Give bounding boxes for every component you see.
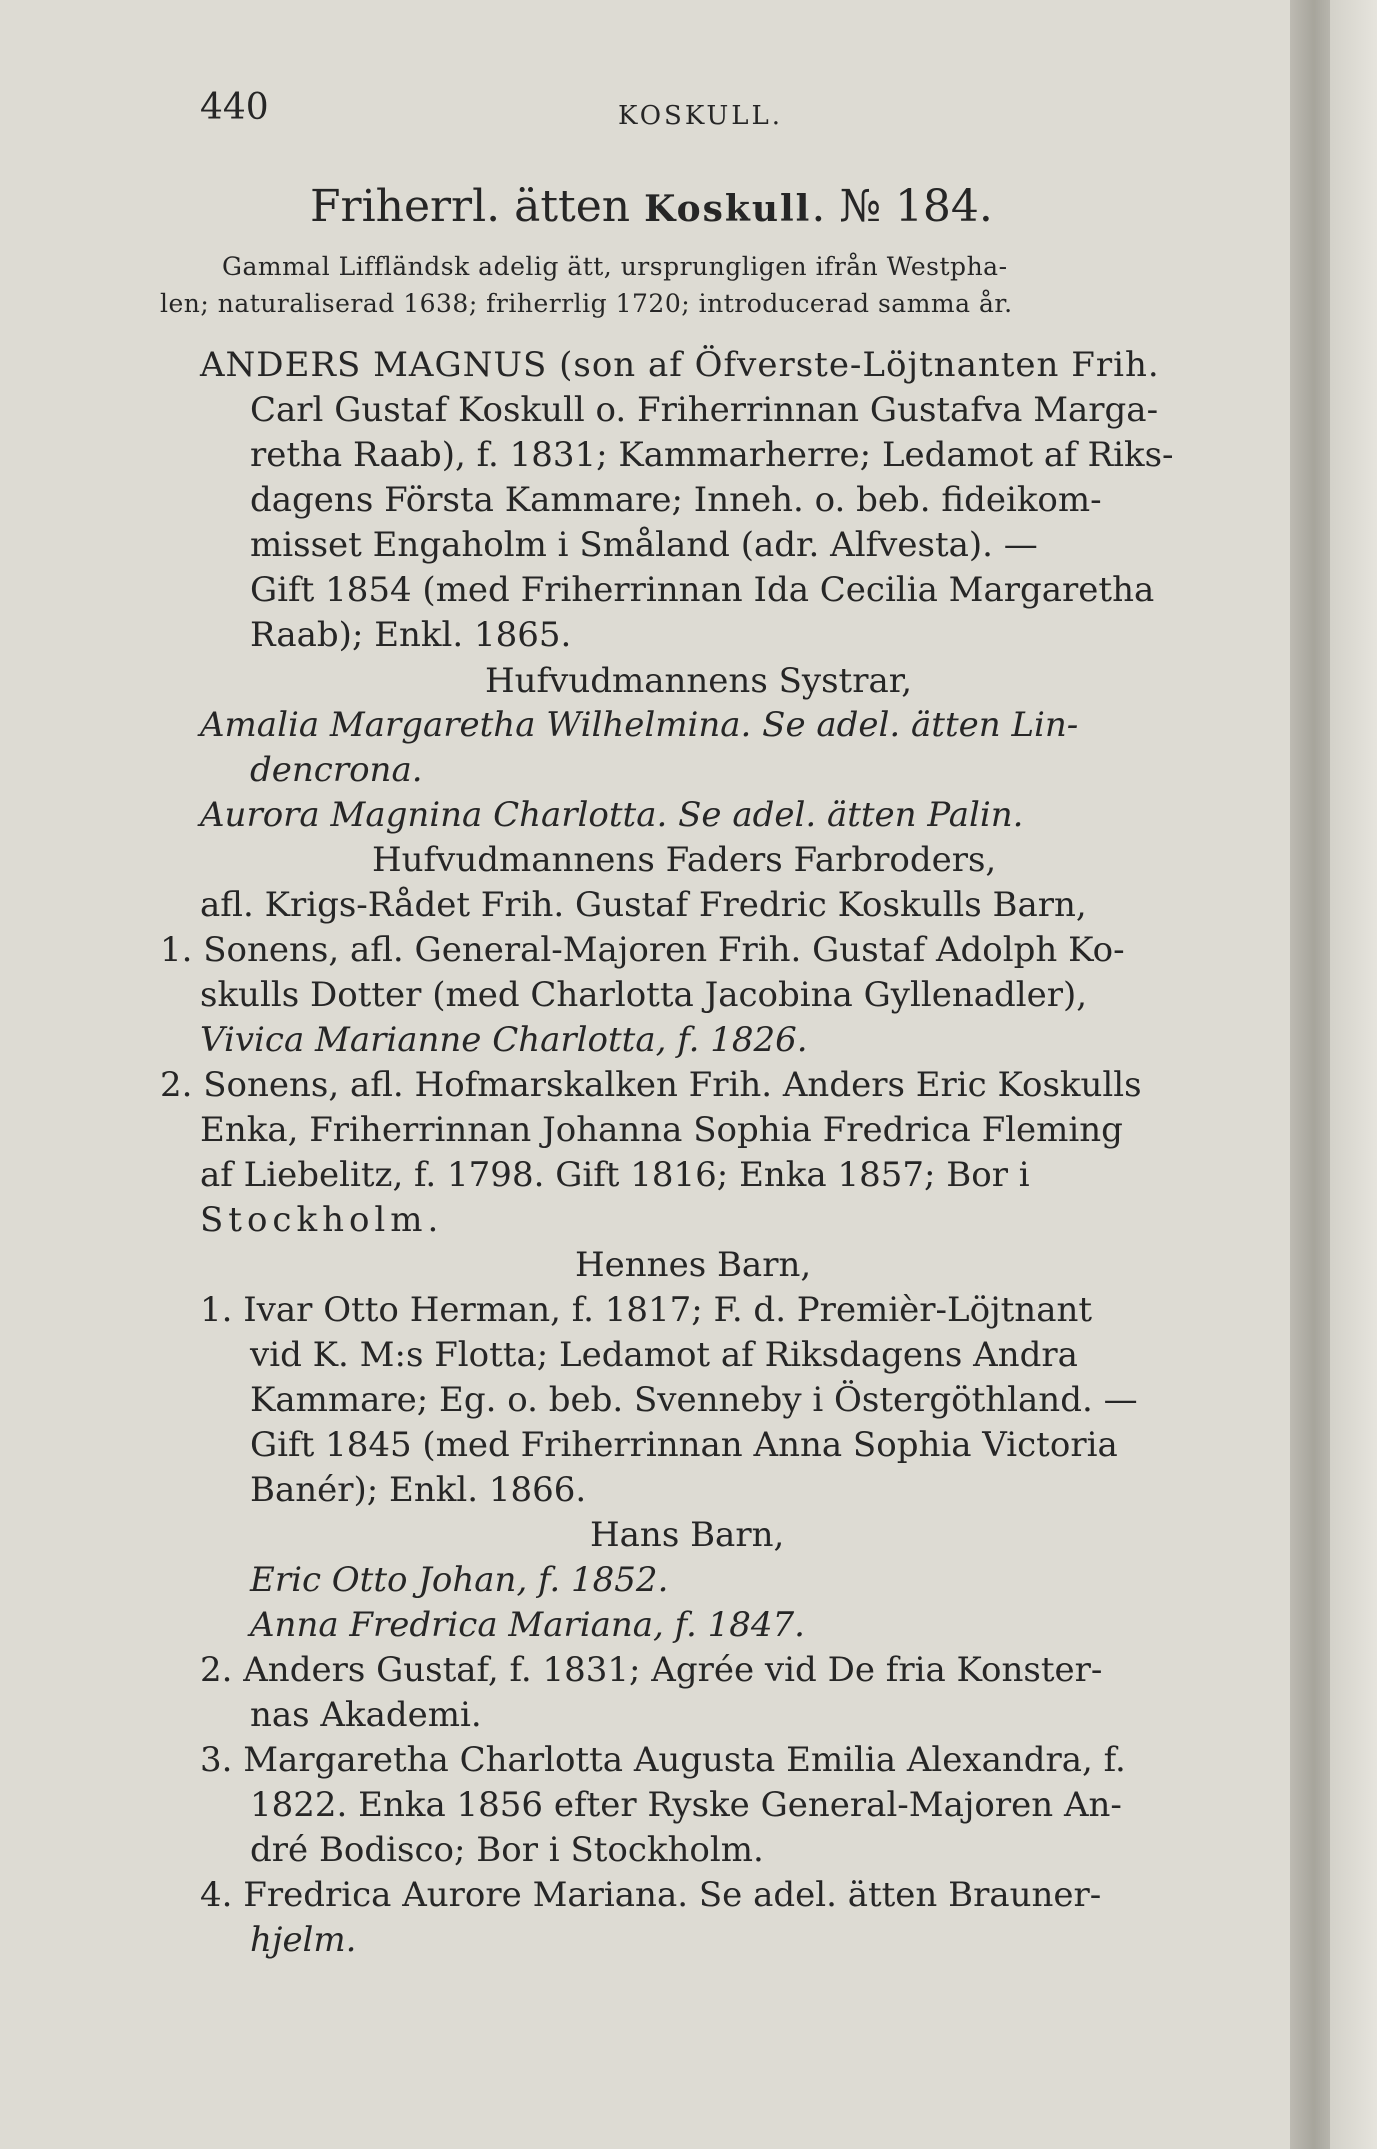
entry-line: 4. Fredrica Aurore Mariana. Se adel. ätten Brauner- (200, 1875, 1102, 1915)
title-number: . № 184. (811, 181, 993, 232)
entry-line: 2. Sonens, afl. Hofmarskalken Frih. Anders Eric Koskulls (160, 1065, 1142, 1105)
entry-line: Stockholm. (200, 1200, 444, 1240)
entry-line: Raab); Enkl. 1865. (250, 615, 572, 655)
entry-line: dencrona. (250, 750, 423, 790)
entry-line: hjelm. (250, 1920, 357, 1960)
title-prefix: Friherrl. ätten (310, 181, 645, 232)
entry-line: Vivica Marianne Charlotta, f. 1826. (200, 1020, 808, 1060)
entry-line: Anna Fredrica Mariana, f. 1847. (250, 1605, 805, 1645)
section-title (310, 181, 993, 232)
intro-line: Gammal Liffländsk adelig ätt, ursprungligen ifrån Westpha- (222, 252, 1008, 281)
subheading: Hufvudmannens Faders Farbroders, (372, 840, 997, 880)
subheading: Hufvudmannens Systrar, (485, 661, 913, 701)
entry-line: Aurora Magnina Charlotta. Se adel. ätten Palin. (200, 795, 1024, 835)
entry-line: misset Engaholm i Småland (adr. Alfvesta). — (250, 525, 1038, 565)
entry-line: Kammare; Eg. o. beb. Svenneby i Östergöthland. — (250, 1380, 1138, 1420)
page-number: 440 (200, 87, 269, 128)
subheading: Hans Barn, (590, 1515, 785, 1555)
entry-line: af Liebelitz, f. 1798. Gift 1816; Enka 1857; Bor i (200, 1155, 1030, 1195)
intro-line: len; naturaliserad 1638; friherrlig 1720; introducerad samma år. (160, 289, 1013, 318)
entry-line: Carl Gustaf Koskull o. Friherrinnan Gustafva Marga- (250, 390, 1159, 430)
page-gutter-shadow (1290, 0, 1330, 2149)
entry-line: Eric Otto Johan, f. 1852. (250, 1560, 669, 1600)
entry-line: dagens Första Kammare; Inneh. o. beb. fideikom- (250, 480, 1102, 520)
family-name: Koskull (644, 188, 812, 230)
entry-line: Gift 1845 (med Friherrinnan Anna Sophia Victoria (250, 1425, 1118, 1465)
entry-line: Enka, Friherrinnan Johanna Sophia Fredrica Fleming (200, 1110, 1123, 1150)
entry-line: retha Raab), f. 1831; Kammarherre; Ledamot af Riks- (250, 435, 1174, 475)
entry-line: dré Bodisco; Bor i Stockholm. (250, 1830, 764, 1870)
entry-line: 2. Anders Gustaf, f. 1831; Agrée vid De fria Konster- (200, 1650, 1103, 1690)
entry-line: 3. Margaretha Charlotta Augusta Emilia Alexandra, f. (200, 1740, 1126, 1780)
entry-line: Gift 1854 (med Friherrinnan Ida Cecilia Margaretha (250, 570, 1155, 610)
entry-line: 1. Sonens, afl. General-Majoren Frih. Gustaf Adolph Ko- (160, 930, 1125, 970)
entry-line: Amalia Margaretha Wilhelmina. Se adel. ätten Lin- (200, 705, 1079, 745)
page-edge (1330, 0, 1377, 2149)
entry-line: Banér); Enkl. 1866. (250, 1470, 587, 1510)
entry-line: 1822. Enka 1856 efter Ryske General-Majoren An- (250, 1785, 1122, 1825)
entry-line: skulls Dotter (med Charlotta Jacobina Gyllenadler), (200, 975, 1088, 1015)
subheading: Hennes Barn, (575, 1245, 812, 1285)
running-title: KOSKULL. (618, 101, 784, 131)
entry-line: 1. Ivar Otto Herman, f. 1817; F. d. Premièr-Löjtnant (200, 1290, 1093, 1330)
entry-line: vid K. M:s Flotta; Ledamot af Riksdagens Andra (250, 1335, 1078, 1375)
entry-line: nas Akademi. (250, 1695, 482, 1735)
entry-line: afl. Krigs-Rådet Frih. Gustaf Fredric Koskulls Barn, (200, 885, 1087, 925)
entry-line: ANDERS MAGNUS (son af Öfverste-Löjtnanten Frih. (200, 345, 1160, 385)
